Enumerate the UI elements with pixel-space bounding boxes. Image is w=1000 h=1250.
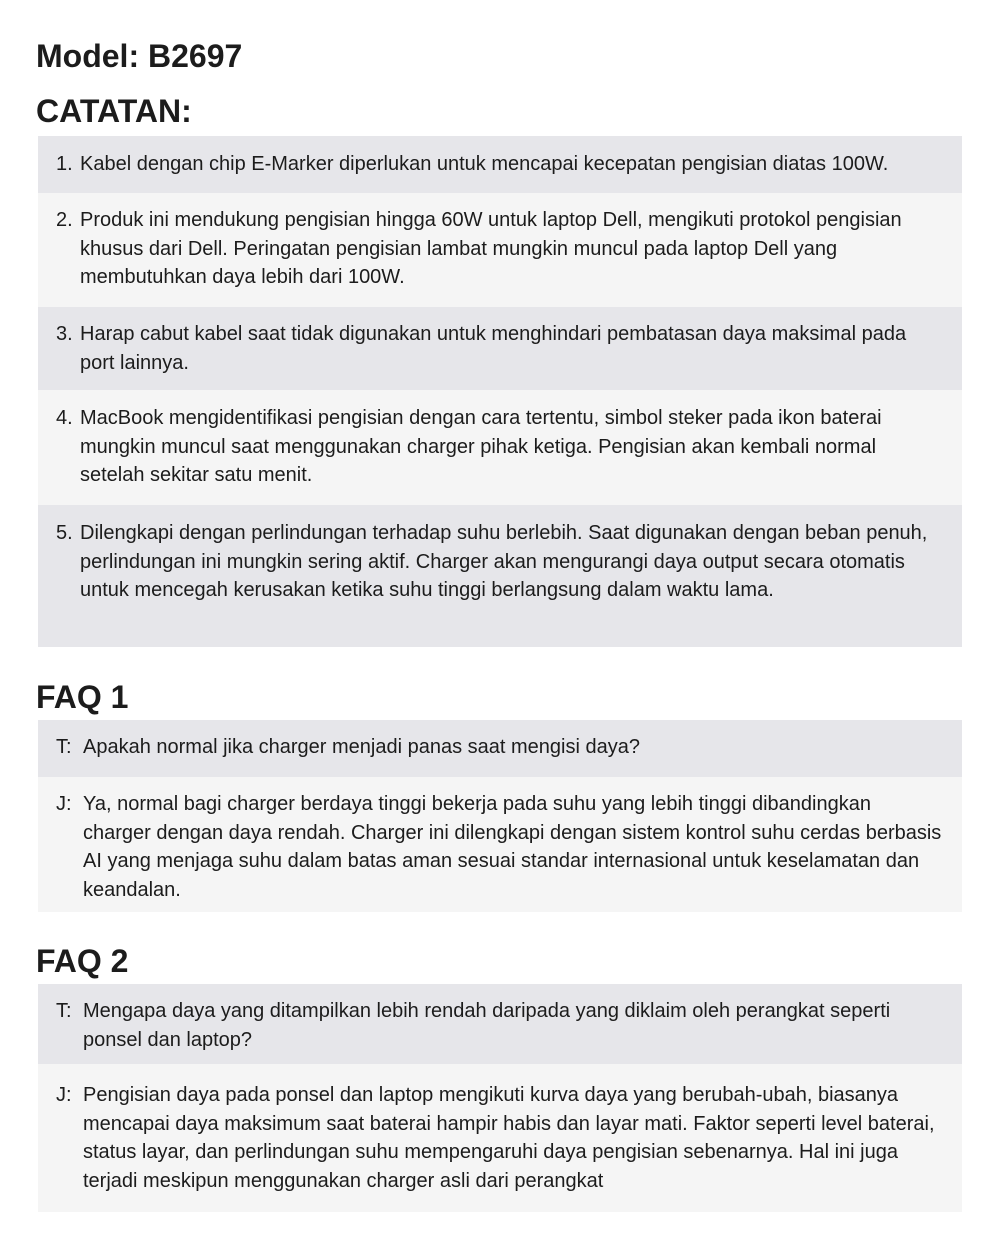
- notes-title: CATATAN:: [36, 93, 192, 129]
- note-text: Harap cabut kabel saat tidak digunakan untuk menghindari pembatasan daya maksimal pada port lainnya.: [80, 323, 907, 374]
- note-item-3: [38, 307, 962, 390]
- note-number: 2.: [56, 209, 73, 231]
- faq1-title: FAQ 1: [36, 679, 129, 715]
- note-text: Kabel dengan chip E-Marker diperlukan untuk mencapai kecepatan pengisian diatas 100W.: [80, 153, 889, 175]
- note-text: MacBook mengidentifikasi pengisian dengan cara tertentu, simbol steker pada ikon baterai mungkin muncul saat menggunakan charger pihak ketiga. Pengisian akan kembali normal setelah sekitar satu menit.: [80, 407, 882, 486]
- faq1-question: [38, 720, 962, 777]
- faq2-title: FAQ 2: [36, 943, 129, 979]
- question-label: T:: [56, 1000, 72, 1022]
- note-number: 4.: [56, 407, 73, 429]
- note-text: Produk ini mendukung pengisian hingga 60W untuk laptop Dell, mengikuti protokol pengisian khusus dari Dell. Peringatan pengisian lambat mungkin muncul pada laptop Dell yang membutuhkan daya lebih dari 100W.: [80, 209, 902, 288]
- answer-label: J:: [56, 793, 72, 815]
- answer-text: Pengisian daya pada ponsel dan laptop mengikuti kurva daya yang berubah-ubah, biasanya mencapai daya maksimum saat baterai hampir habis dan layar mati. Faktor seperti level baterai, status layar, dan perlindungan suhu mempengaruhi daya pengisian sebenarnya. Hal ini juga terjadi meskipun menggunakan charger asli dari perangkat: [83, 1084, 935, 1192]
- note-number: 3.: [56, 323, 73, 345]
- question-label: T:: [56, 736, 72, 758]
- faq2-answer: [38, 1064, 962, 1212]
- answer-label: J:: [56, 1084, 72, 1106]
- model-title: Model: B2697: [36, 38, 243, 74]
- note-number: 1.: [56, 153, 73, 175]
- note-item-1: [38, 136, 962, 193]
- faq2-question: [38, 984, 962, 1064]
- note-text: Dilengkapi dengan perlindungan terhadap suhu berlebih. Saat digunakan dengan beban penuh, perlindungan ini mungkin sering aktif. Charger akan mengurangi daya output secara otomatis untuk mencegah kerusakan ketika suhu tinggi berlangsung dalam waktu lama.: [80, 522, 928, 601]
- note-item-4: [38, 390, 962, 505]
- question-text: Apakah normal jika charger menjadi panas saat mengisi daya?: [83, 736, 640, 758]
- note-item-5: [38, 505, 962, 647]
- note-item-2: [38, 193, 962, 307]
- note-number: 5.: [56, 522, 73, 544]
- answer-text: Ya, normal bagi charger berdaya tinggi bekerja pada suhu yang lebih tinggi dibandingkan charger dengan daya rendah. Charger ini dilengkapi dengan sistem kontrol suhu cerdas berbasis AI yang menjaga suhu dalam batas aman sesuai standar internasional untuk keselamatan dan keandalan.: [83, 793, 942, 901]
- question-text: Mengapa daya yang ditampilkan lebih rendah daripada yang diklaim oleh perangkat seperti ponsel dan laptop?: [83, 1000, 891, 1051]
- faq1-answer: [38, 777, 962, 912]
